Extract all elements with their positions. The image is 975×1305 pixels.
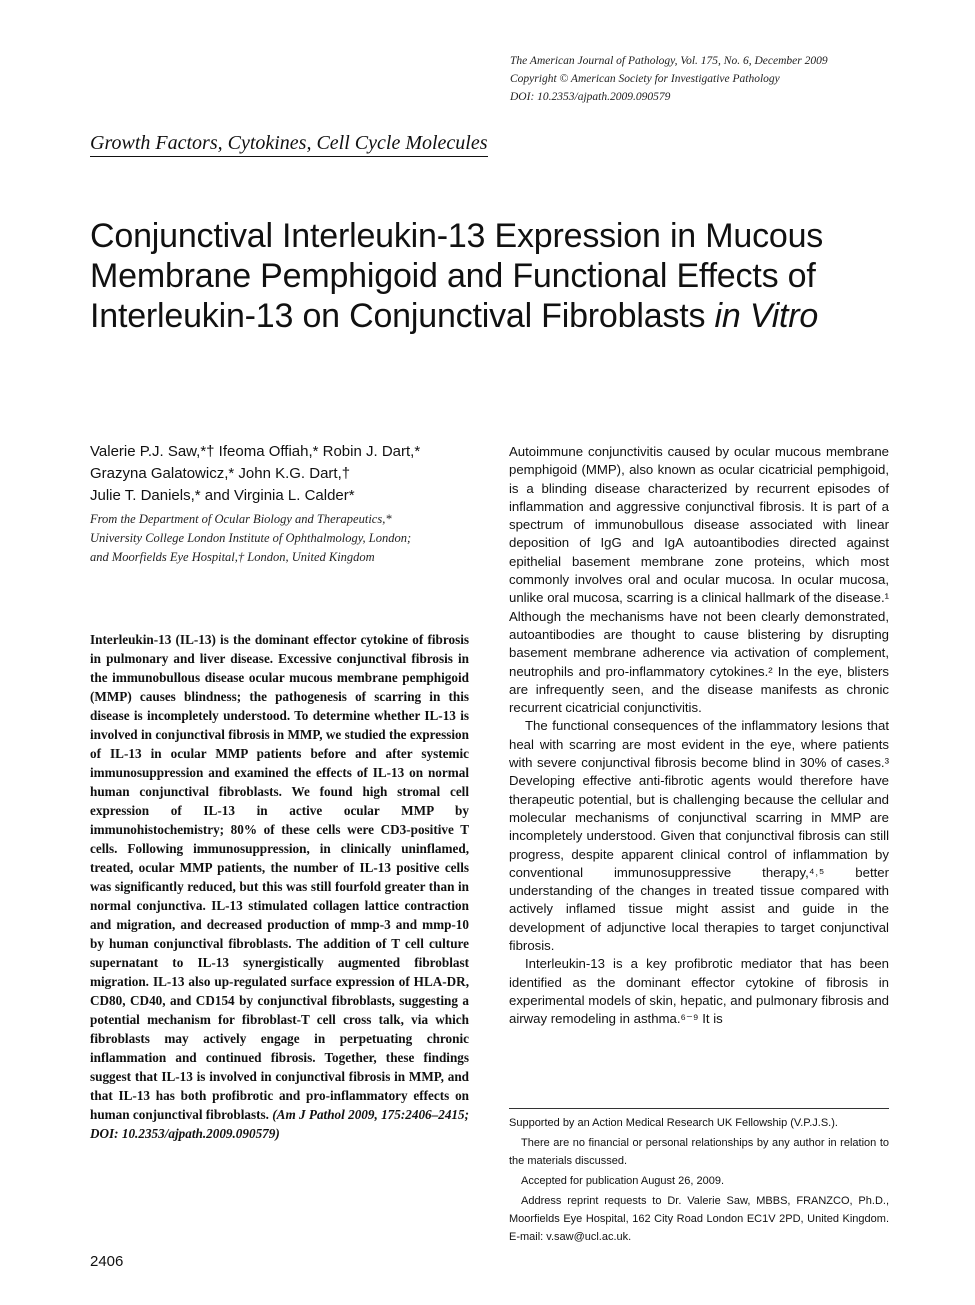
affiliation-line-3: and Moorfields Eye Hospital,† London, United Kingdom bbox=[90, 550, 375, 564]
footnote-funding: Supported by an Action Medical Research UK Fellowship (V.P.J.S.). bbox=[509, 1117, 838, 1129]
title-line-1: Conjunctival Interleukin-13 Expression in Mucous bbox=[90, 217, 824, 255]
section-heading: Growth Factors, Cytokines, Cell Cycle Molecules bbox=[90, 132, 488, 157]
body-paragraph-1: Autoimmune conjunctivitis caused by ocular mucous membrane pemphigoid (MMP), also known as ocular cicatricial pemphigoid, is a blinding disease characterized by recurrent episodes of inflammation and aggressive conjunctival fibrosis. It is part of a spectrum of immunobullous disease associated with linear deposition of IgG and IgA autoantibodies directed against epithelial basement membrane zone proteins, which most commonly involves oral and ocular mucosa. In ocular mucosa, unlike oral mucosa, scarring is a clinical hallmark of the disease.¹ Although the mechanisms have not been clearly demonstrated, autoantibodies are thought to cause blistering by disrupting basement membrane adherence via activation of complement, neutrophils and pro-inflammatory cytokines.² In the eye, blisters are infrequently seen, and the disease manifests as chronic recurrent cicatricial conjunctivitis. bbox=[509, 444, 889, 716]
page-number: 2406 bbox=[90, 1253, 124, 1270]
abstract-citation: (Am J Pathol 2009, 175:2406–2415; DOI: 10.2353/ajpath.2009.090579) bbox=[90, 1107, 469, 1141]
body-text bbox=[509, 443, 889, 1029]
authors-line-3: Julie T. Daniels,* and Virginia L. Calder* bbox=[90, 487, 355, 504]
body-paragraph-3: Interleukin-13 is a key profibrotic mediator that has been identified as the dominant effector cytokine of fibrosis in experimental models of skin, hepatic, and pulmonary fibrosis and airway remodeling in asthma.⁶⁻⁹ It is bbox=[509, 956, 889, 1027]
journal-copyright: Copyright © American Society for Investigative Pathology bbox=[510, 73, 780, 85]
footnote-accepted: Accepted for publication August 26, 2009. bbox=[521, 1175, 725, 1187]
affiliation-line-2: University College London Institute of Ophthalmology, London; bbox=[90, 531, 412, 545]
body-paragraph-2: The functional consequences of the inflammatory lesions that heal with scarring are most evident in the eye, where patients with severe conjunctival fibrosis become blind in 30% of cases.³ Developing effective anti-fibrotic agents would therefore have therapeutic potential, but is challenging because the cellular and molecular mechanisms of conjunctival scarring in MMP are incompletely understood. Given that conjunctival fibrosis can still progress, despite apparent clinical control of inflammation by conventional immunosuppressive therapy,⁴˒⁵ better understanding of the changes in treated tissue compared with actively inflamed tissue might assist and guide in the development of adjunctive local therapies to target conjunctival fibrosis. bbox=[509, 718, 889, 954]
journal-header bbox=[510, 52, 950, 106]
title-line-3 bbox=[90, 296, 920, 336]
author-list bbox=[90, 441, 490, 507]
abstract-text: Interleukin-13 (IL-13) is the dominant effector cytokine of fibrosis in pulmonary and liver disease. Excessive conjunctival fibrosis in the immunobullous disease ocular mucous membrane pemphigoid (MMP) causes blindness; the pathogenesis of scarring in this disease is incompletely understood. To determine whether IL-13 is involved in conjunctival fibrosis in MMP, we studied the expression of IL-13 in ocular MMP patients before and after systemic immunosuppression and examined the effects of IL-13 on normal human conjunctival fibroblasts. We found high stromal cell expression of IL-13 in active ocular MMP by immunohistochemistry; 80% of these cells were CD3-positive T cells. Following immunosuppression, in clinically uninflamed, treated, ocular MMP patients, the number of IL-13 positive cells was significantly reduced, but this was still fourfold greater than in normal conjunctiva. IL-13 stimulated collagen lattice contraction and migration, and decreased production of mmp-3 and mmp-10 by human conjunctival fibroblasts. The addition of T cell culture supernatant to IL-13 synergistically augmented fibroblast migration. IL-13 also up-regulated surface expression of HLA-DR, CD80, CD40, and CD154 by conjunctival fibroblasts, suggesting a potential mechanism for fibroblast-T cell cross talk, via which fibroblasts may actively engage in perpetuating chronic inflammation and continued fibrosis. Together, these findings suggest that IL-13 is involved in conjunctival fibrosis in MMP, and that IL-13 has both profibrotic and pro-inflammatory effects on human conjunctival fibroblasts. bbox=[90, 632, 469, 1122]
authors-line-1: Valerie P.J. Saw,*† Ifeoma Offiah,* Robin J. Dart,* bbox=[90, 443, 421, 460]
title-line-2: Membrane Pemphigoid and Functional Effects of bbox=[90, 257, 816, 295]
footnote-reprints: Address reprint requests to Dr. Valerie Saw, MBBS, FRANZCO, Ph.D., Moorfields Eye Hospital, 162 City Road London EC1V 2PD, United Kingdom. E-mail: v.saw@ucl.ac.uk. bbox=[509, 1195, 889, 1243]
affiliation bbox=[90, 510, 490, 567]
title-line-3-italic: in Vitro bbox=[714, 297, 819, 335]
footnote-conflicts: There are no financial or personal relationships by any author in relation to the materials discussed. bbox=[509, 1137, 889, 1167]
affiliation-line-1: From the Department of Ocular Biology and Therapeutics,* bbox=[90, 512, 392, 526]
article-title bbox=[90, 216, 920, 336]
journal-citation: The American Journal of Pathology, Vol. 175, No. 6, December 2009 bbox=[510, 55, 828, 67]
journal-doi: DOI: 10.2353/ajpath.2009.090579 bbox=[510, 91, 671, 103]
footnotes bbox=[509, 1114, 889, 1248]
authors-line-2: Grazyna Galatowicz,* John K.G. Dart,† bbox=[90, 465, 351, 482]
footnote-divider bbox=[509, 1108, 889, 1109]
title-line-3-main: Interleukin-13 on Conjunctival Fibroblasts bbox=[90, 297, 715, 335]
abstract bbox=[90, 630, 469, 1143]
